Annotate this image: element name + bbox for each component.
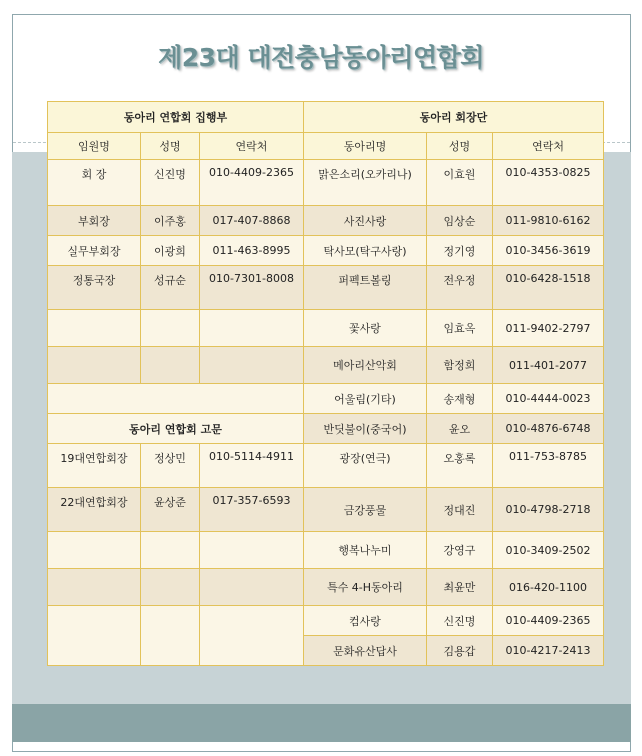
table-row (48, 569, 604, 606)
cell-club: 퍼펙트볼링 (304, 266, 427, 310)
table-row (48, 532, 604, 569)
cell-title: 19대연합회장 (48, 444, 141, 488)
table-row (48, 414, 604, 444)
empty-cell (48, 347, 141, 384)
table-row (48, 236, 604, 266)
table-row (48, 310, 604, 347)
cell-contact: 016-420-1100 (493, 569, 604, 606)
empty-cell (141, 347, 200, 384)
cell-name: 신진명 (141, 160, 200, 206)
cell-contact: 011-9810-6162 (493, 206, 604, 236)
empty-cell (48, 569, 141, 606)
cell-club: 광장(연극) (304, 444, 427, 488)
cell-name: 임효옥 (427, 310, 493, 347)
empty-cell (200, 606, 304, 666)
cell-club: 사진사랑 (304, 206, 427, 236)
cell-contact: 010-4353-0825 (493, 160, 604, 206)
cell-name: 강영구 (427, 532, 493, 569)
col-header-contact: 연락처 (493, 133, 604, 160)
executive-heading: 동아리 연합회 집행부 (48, 102, 304, 133)
cell-contact: 017-407-8868 (200, 206, 304, 236)
cell-club: 탁사모(탁구사랑) (304, 236, 427, 266)
empty-cell (48, 606, 141, 666)
col-header-club: 동아리명 (304, 133, 427, 160)
cell-club: 메아리산악회 (304, 347, 427, 384)
footer-band (12, 704, 631, 742)
cell-name: 신진명 (427, 606, 493, 636)
cell-contact: 017-357-6593 (200, 488, 304, 532)
cell-name: 정기영 (427, 236, 493, 266)
empty-cell (200, 532, 304, 569)
cell-contact: 011-401-2077 (493, 347, 604, 384)
cell-name: 김용갑 (427, 636, 493, 666)
cell-name: 임상순 (427, 206, 493, 236)
empty-cell (48, 310, 141, 347)
table-row (48, 384, 604, 414)
cell-name: 정상민 (141, 444, 200, 488)
empty-cell (200, 310, 304, 347)
empty-cell (141, 310, 200, 347)
table-row (48, 160, 604, 206)
cell-club: 특수 4-H동아리 (304, 569, 427, 606)
cell-name: 성규순 (141, 266, 200, 310)
cell-name: 이주홍 (141, 206, 200, 236)
cell-name: 윤오 (427, 414, 493, 444)
col-header-title: 임원명 (48, 133, 141, 160)
cell-name: 함정희 (427, 347, 493, 384)
col-header-contact: 연락처 (200, 133, 304, 160)
cell-name: 윤상준 (141, 488, 200, 532)
cell-club: 꽃사랑 (304, 310, 427, 347)
table-row (48, 606, 604, 636)
cell-contact: 011-9402-2797 (493, 310, 604, 347)
cell-title: 22대연합회장 (48, 488, 141, 532)
empty-cell (141, 569, 200, 606)
empty-cell (48, 384, 304, 414)
empty-cell (200, 347, 304, 384)
table-row (48, 488, 604, 532)
page-title: 제23대 대전충남동아리연합회 (158, 43, 484, 72)
cell-contact: 010-4876-6748 (493, 414, 604, 444)
advisor-heading: 동아리 연합회 고문 (48, 414, 304, 444)
cell-title: 정통국장 (48, 266, 141, 310)
cell-club: 어울림(기타) (304, 384, 427, 414)
cell-contact: 011-463-8995 (200, 236, 304, 266)
cell-club: 행복나누미 (304, 532, 427, 569)
cell-contact: 010-4798-2718 (493, 488, 604, 532)
cell-club: 문화유산답사 (304, 636, 427, 666)
table-row (48, 266, 604, 310)
cell-name: 최윤만 (427, 569, 493, 606)
cell-title: 회 장 (48, 160, 141, 206)
cell-club: 맑은소리(오카리나) (304, 160, 427, 206)
empty-cell (141, 606, 200, 666)
cell-name: 정대진 (427, 488, 493, 532)
cell-contact: 010-3409-2502 (493, 532, 604, 569)
col-header-name: 성명 (427, 133, 493, 160)
cell-contact: 010-4217-2413 (493, 636, 604, 666)
cell-title: 부회장 (48, 206, 141, 236)
cell-contact: 010-4444-0023 (493, 384, 604, 414)
cell-name: 이광희 (141, 236, 200, 266)
cell-contact: 010-3456-3619 (493, 236, 604, 266)
cell-contact: 010-4409-2365 (200, 160, 304, 206)
empty-cell (200, 569, 304, 606)
cell-name: 오홍록 (427, 444, 493, 488)
cell-contact: 010-4409-2365 (493, 606, 604, 636)
table-row (48, 444, 604, 488)
empty-cell (141, 532, 200, 569)
cell-club: 반딧불이(중국어) (304, 414, 427, 444)
empty-cell (48, 532, 141, 569)
cell-club: 컴사랑 (304, 606, 427, 636)
cell-club: 금강풍물 (304, 488, 427, 532)
col-header-name: 성명 (141, 133, 200, 160)
contact-table (47, 101, 604, 666)
cell-title: 실무부회장 (48, 236, 141, 266)
table-row (48, 347, 604, 384)
cell-name: 이효원 (427, 160, 493, 206)
cell-name: 전우정 (427, 266, 493, 310)
presidents-heading: 동아리 회장단 (304, 102, 604, 133)
cell-contact: 011-753-8785 (493, 444, 604, 488)
table-row (48, 206, 604, 236)
cell-contact: 010-5114-4911 (200, 444, 304, 488)
cell-contact: 010-6428-1518 (493, 266, 604, 310)
cell-name: 송재형 (427, 384, 493, 414)
cell-contact: 010-7301-8008 (200, 266, 304, 310)
